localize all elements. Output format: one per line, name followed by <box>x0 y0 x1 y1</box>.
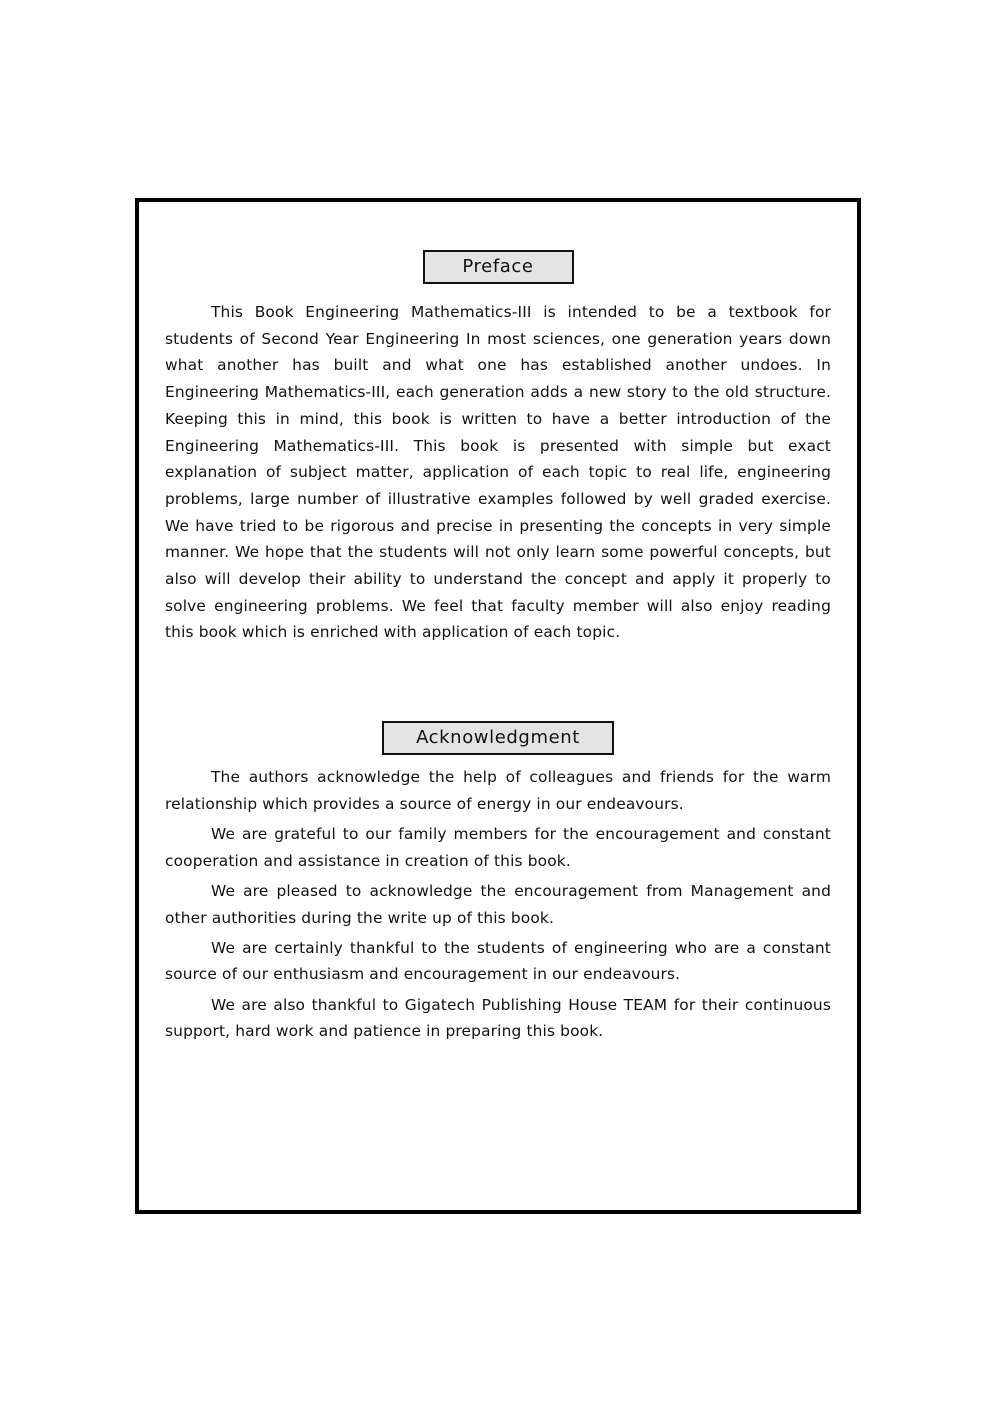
acknowledgment-paragraph-management: We are pleased to acknowledge the encouragement from Management and other authorities during the write up of this book. <box>165 881 831 927</box>
acknowledgment-heading-container <box>139 721 857 755</box>
preface-heading: Preface <box>423 250 574 284</box>
preface-paragraph: This Book Engineering Mathematics-III is intended to be a textbook for students of Second Year Engineering In most sciences, one generation years down what another has built and what one has established another undoes. In Engineering Mathematics-III, each generation adds a new story to the old structure. Keeping this in mind, this book is written to have a better introduction of the Engineering Mathematics-III. This book is presented with simple but exact explanation of subject matter, application of each topic to real life, engineering problems, large number of illustrative examples followed by well graded exercise. We have tried to be rigorous and precise in presenting the concepts in very simple manner. We hope that the students will not only learn some powerful concepts, but also will develop their ability to understand the concept and apply it properly to solve engineering problems. We feel that faculty member will also enjoy reading this book which is enriched with application of each topic. <box>165 303 831 642</box>
acknowledgment-heading: Acknowledgment <box>382 721 614 755</box>
page-border-frame <box>135 198 861 1214</box>
acknowledgment-paragraph-family: We are grateful to our family members for the encouragement and constant cooperation and assistance in creation of this book. <box>165 824 831 870</box>
preface-body <box>165 299 831 646</box>
acknowledgment-paragraph-colleagues: The authors acknowledge the help of colleagues and friends for the warm relationship which provides a source of energy in our endeavours. <box>165 768 831 813</box>
acknowledgment-paragraph-publisher: We are also thankful to Gigatech Publishing House TEAM for their continuous support, hard work and patience in preparing this book. <box>165 995 831 1041</box>
acknowledgment-paragraph-students: We are certainly thankful to the students of engineering who are a constant source of our enthusiasm and encouragement in our endeavours. <box>165 938 831 984</box>
preface-heading-container <box>139 250 857 284</box>
acknowledgment-body <box>165 764 831 1049</box>
